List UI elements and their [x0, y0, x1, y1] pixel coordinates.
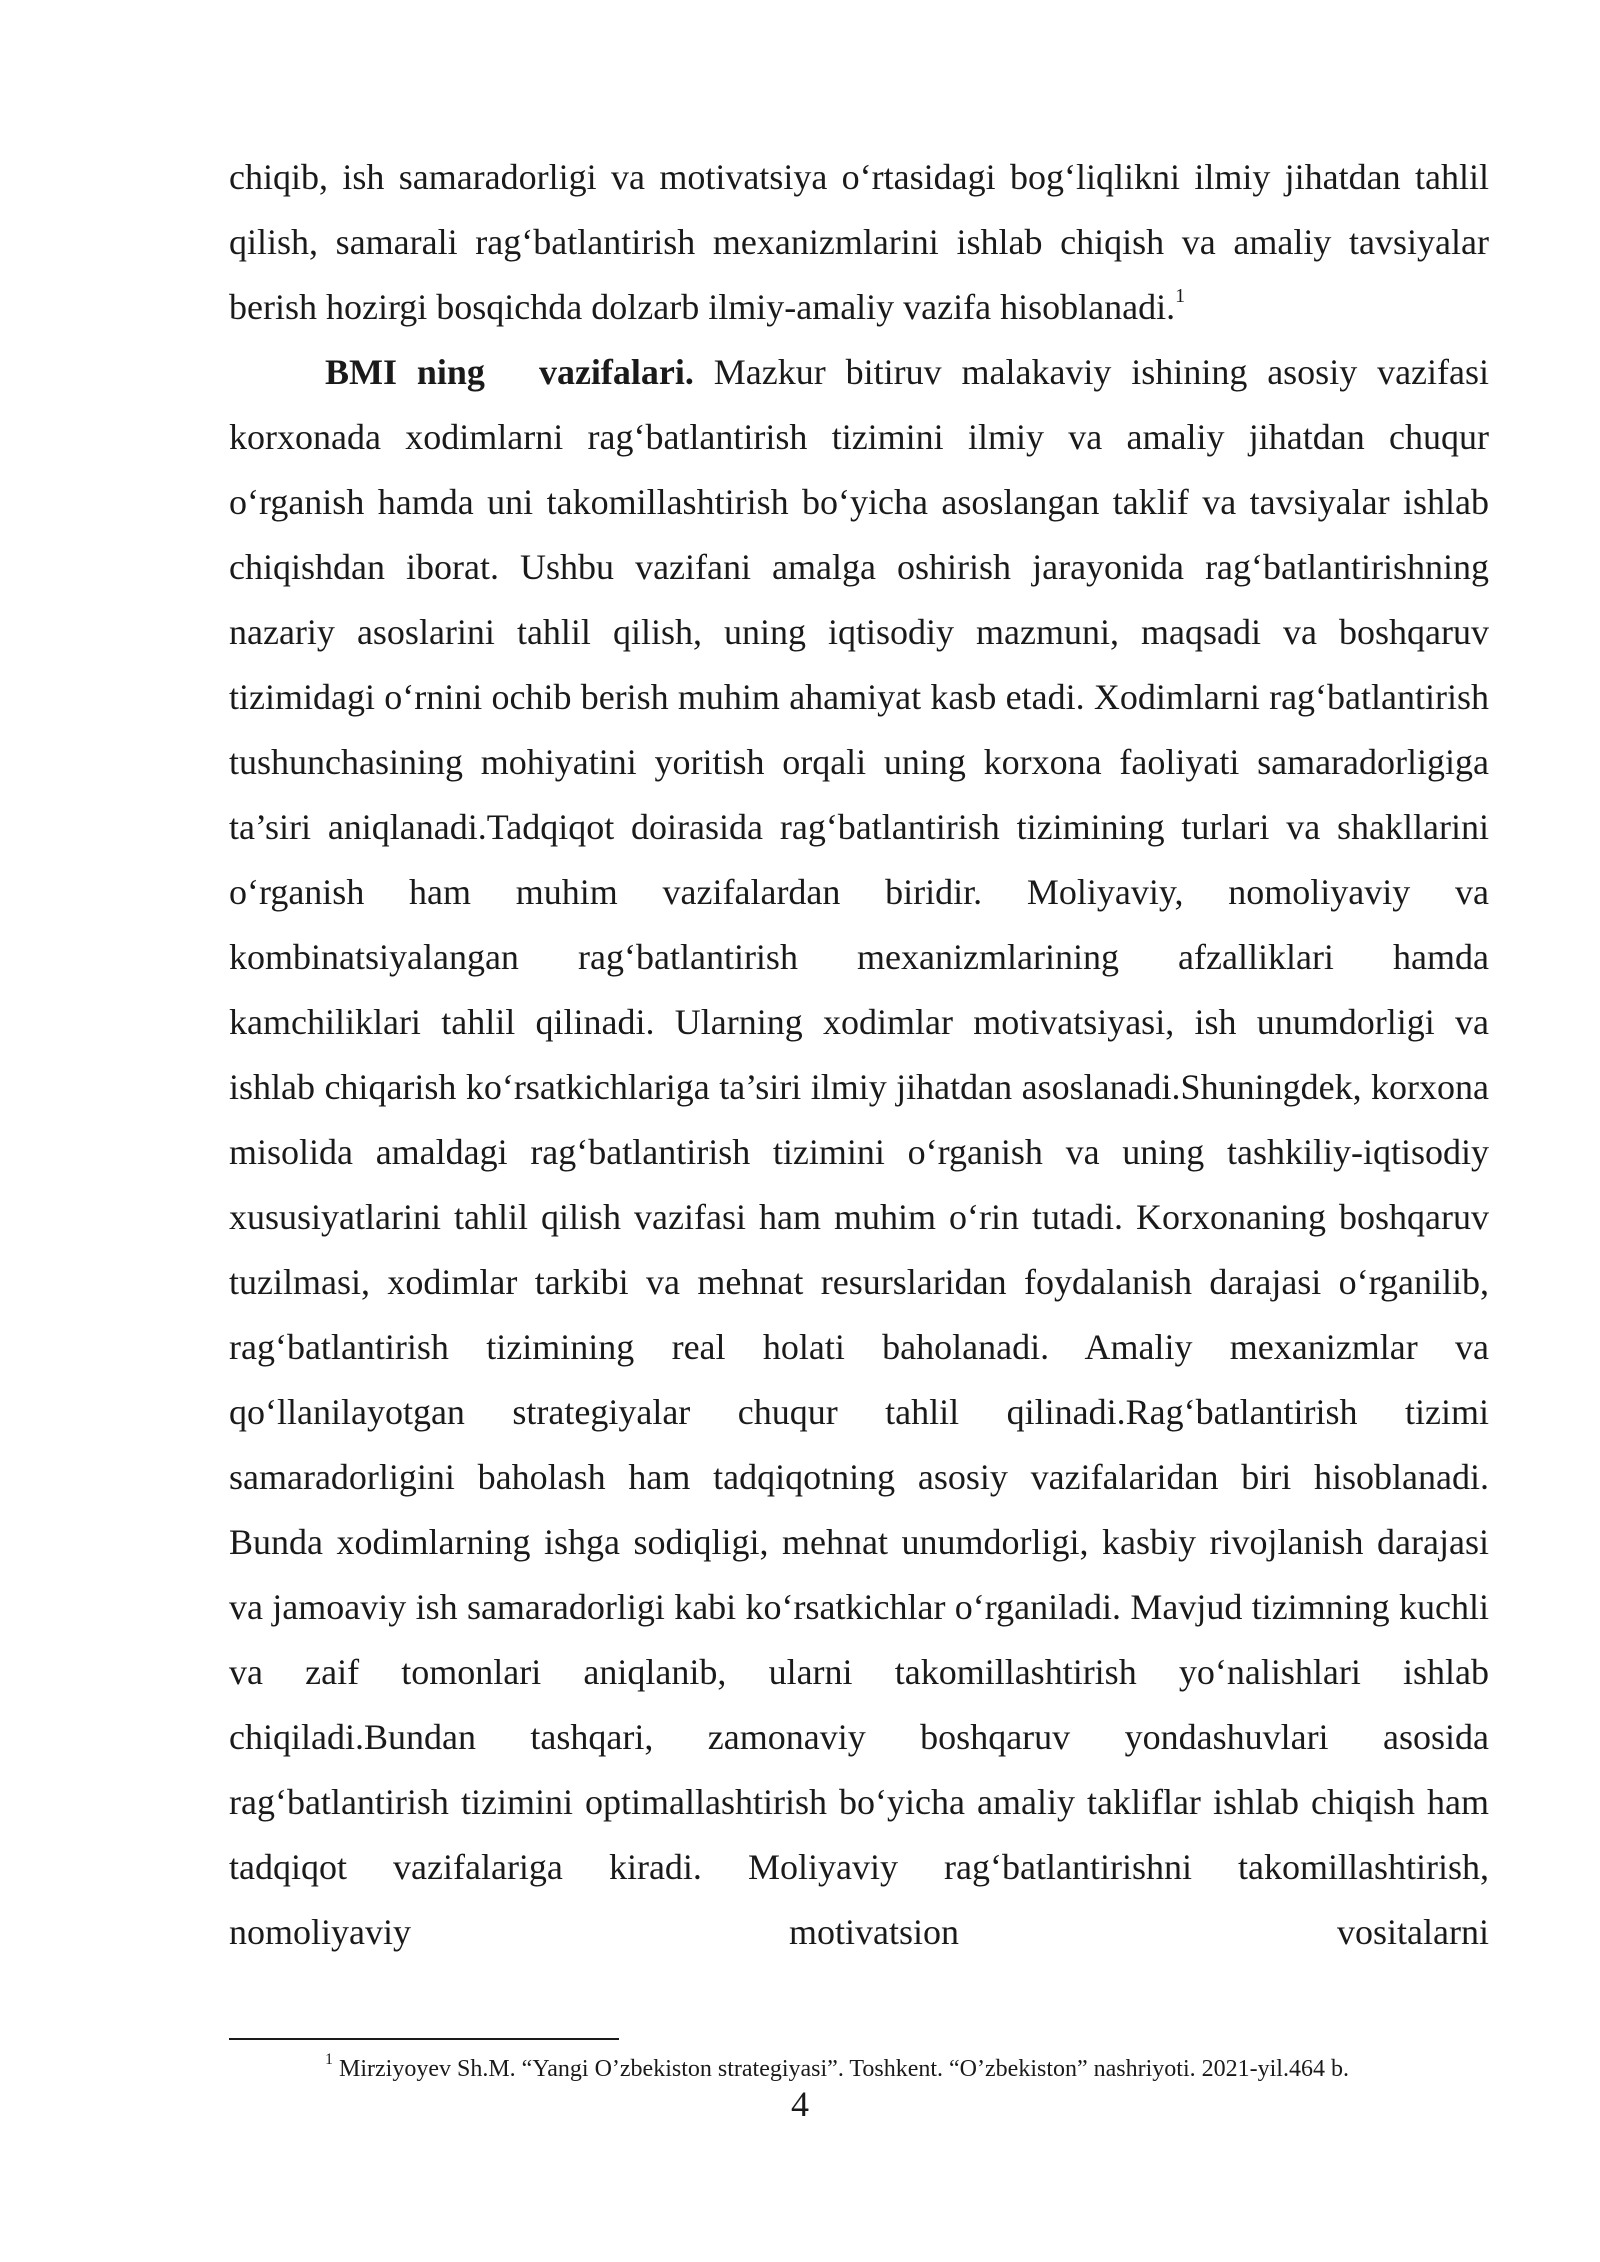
footnote-text: Mirziyoyev Sh.M. “Yangi O’zbekiston strategiyasi”. Toshkent. “O’zbekiston” nashriyoti. 2021-yil.464 b. — [333, 2056, 1349, 2082]
footnote-separator — [229, 2038, 619, 2040]
page-number: 4 — [791, 2084, 809, 2124]
paragraph-1-text: chiqib, ish samaradorligi va motivatsiya o‘rtasidagi bog‘liqlikni ilmiy jihatdan tahlil qilish, samarali rag‘batlantirish mexanizmlarini ishlab chiqish va amaliy tavsiyalar berish hozirgi bosqichda dolzarb ilmiy-amaliy vazifa hisoblanadi. — [229, 157, 1489, 327]
footnote — [325, 2053, 1495, 2085]
paragraph-2-text: Mazkur bitiruv malakaviy ishining asosiy vazifasi korxonada xodimlarni rag‘batlantirish tizimini ilmiy va amaliy jihatdan chuqur o‘rganish hamda uni takomillashtirish bo‘yicha asoslangan taklif va tavsiyalar ishlab chiqishdan iborat. Ushbu vazifani amalga oshirish jarayonida rag‘batlantirishning nazariy asoslarini tahlil qilish, uning iqtisodiy mazmuni, maqsadi va boshqaruv tizimidagi o‘rnini ochib berish muhim ahamiyat kasb etadi. Xodimlarni rag‘batlantirish tushunchasining mohiyatini yoritish orqali uning korxona faoliyati samaradorligiga ta’siri aniqlanadi.Tadqiqot doirasida rag‘batlantirish tizimining turlari va shakllarini o‘rganish ham muhim vazifalardan biridir. Moliyaviy, nomoliyaviy va kombinatsiyalangan rag‘batlantirish mexanizmlarining afzalliklari hamda kamchiliklari tahlil qilinadi. Ularning xodimlar motivatsiyasi, ish unumdorligi va ishlab chiqarish ko‘rsatkichlariga ta’siri ilmiy jihatdan asoslanadi.Shuningdek, korxona misolida amaldagi rag‘batlantirish tizimini o‘rganish va uning tashkiliy-iqtisodiy xususiyatlarini tahlil qilish vazifasi ham muhim o‘rin tutadi. Korxonaning boshqaruv tuzilmasi, xodimlar tarkibi va mehnat resurslaridan foydalanish darajasi o‘rganilib, rag‘batlantirish tizimining real holati baholanadi. Amaliy mexanizmlar va qo‘llanilayotgan strategiyalar chuqur tahlil qilinadi.Rag‘batlantirish tizimi samaradorligini baholash ham tadqiqotning asosiy vazifalaridan biri hisoblanadi. Bunda xodimlarning ishga sodiqligi, mehnat unumdorligi, kasbiy rivojlanish darajasi va jamoaviy ish samaradorligi kabi ko‘rsatkichlar o‘rganiladi. Mavjud tizimning kuchli va zaif tomonlari aniqlanib, ularni takomillashtirish yo‘nalishlari ishlab chiqiladi.Bundan tashqari, zamonaviy boshqaruv yondashuvlari asosida rag‘batlantirish tizimini optimallashtirish bo‘yicha amaliy takliflar ishlab chiqish ham tadqiqot vazifalariga kiradi. Moliyaviy rag‘batlantirishni takomillashtirish, nomoliyaviy motivatsion vositalarni — [229, 352, 1490, 1952]
footnote-number: 1 — [325, 2051, 333, 2068]
section-heading-bmi: BMI ning — [325, 352, 485, 392]
footnote-reference: 1 — [1175, 285, 1186, 307]
paragraph-1 — [229, 145, 1489, 340]
section-heading-vazifalari: vazifalari. — [538, 352, 694, 392]
body-text — [229, 145, 1489, 1965]
paragraph-2 — [229, 340, 1489, 1965]
